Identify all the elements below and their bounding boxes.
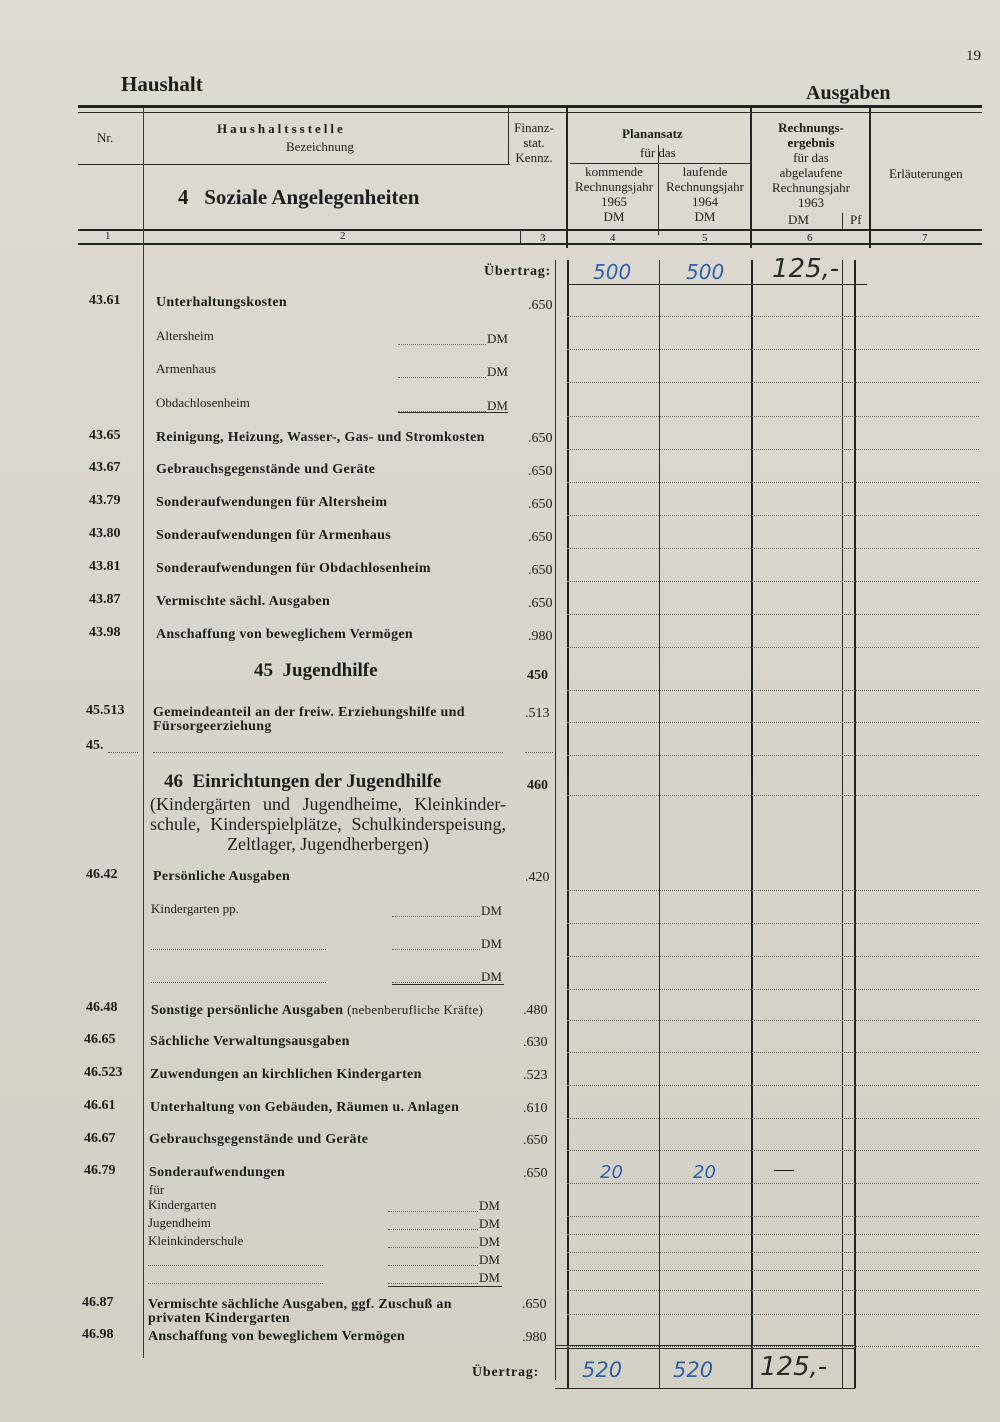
row-rule: [567, 1085, 979, 1086]
row-rule: [567, 956, 979, 957]
row-code: .513: [525, 706, 550, 721]
row-rule: [567, 614, 979, 615]
row-text: Sonderaufwendungen für Obdachlosenheim: [156, 561, 431, 576]
section-title: [178, 185, 419, 210]
row-code: .650: [528, 431, 553, 446]
row-rule: [567, 316, 979, 317]
header-right: Ausgaben: [806, 82, 891, 104]
row-text: Zuwendungen an kirchlichen Kindergarten: [150, 1067, 422, 1082]
row-rule: [567, 755, 979, 756]
row-text: Gebrauchsgegenstände und Geräte: [149, 1132, 369, 1147]
row-text: Obdachlosenheim: [156, 395, 250, 410]
row-rule: [567, 382, 979, 383]
row-nr: 46.67: [84, 1131, 116, 1146]
colnum-2: 2: [340, 230, 346, 242]
row-rule: [567, 795, 979, 796]
col-rechnung-pf: Pf: [850, 212, 862, 227]
row-rule: [567, 1150, 979, 1151]
row-code: .523: [523, 1068, 548, 1083]
row-text: Sächliche Verwaltungsausgaben: [150, 1034, 350, 1049]
section-46-title: 46 Einrichtungen der Jugendhilfe: [164, 771, 442, 792]
row-rule: [567, 515, 979, 516]
col-kommende: kommende Rechnungsjahr 1965 DM: [575, 164, 653, 224]
row-text-2: Fürsorgeerziehung: [153, 719, 272, 734]
row-text: Sonstige persönliche Ausgaben (nebenberufliche Kräfte): [151, 1002, 484, 1018]
col-finanz: Finanz- stat. Kennz.: [514, 120, 554, 165]
uebertrag-top-1965: 500: [593, 260, 632, 284]
uebertrag-bottom-1963: 125,-: [760, 1352, 828, 1382]
row-text: Sonderaufwendungen für Altersheim: [156, 495, 388, 510]
row-rule: [567, 1290, 979, 1291]
row-code: .630: [523, 1035, 548, 1050]
row-text: Sonderaufwendungen für Armenhaus: [156, 528, 391, 543]
uebertrag-top-1963: 125,-: [772, 254, 840, 284]
row-dm: DM: [487, 398, 508, 413]
item-dm: DM: [479, 1198, 500, 1213]
row-rule: [567, 690, 979, 691]
row-code: .610: [523, 1101, 548, 1116]
item-dm: DM: [479, 1216, 500, 1231]
row-code: .650: [528, 563, 553, 578]
colnum-1: 1: [105, 230, 111, 242]
row-rule: [567, 1052, 979, 1053]
row-nr: 45.: [86, 738, 104, 753]
section-45-title: 45 Jugendhilfe: [254, 660, 378, 681]
row-text: Gebrauchsgegenstände und Geräte: [156, 462, 376, 477]
row-nr: 43.67: [89, 460, 121, 475]
row-rule: [567, 647, 979, 648]
value-1964: 20: [693, 1162, 716, 1183]
row-rule: [567, 923, 979, 924]
row-rule: [567, 1252, 979, 1253]
value-1965: 20: [600, 1162, 623, 1183]
colnum-3: 3: [540, 232, 546, 244]
row-text: Gemeindeanteil an der freiw. Erziehungshilfe und: [153, 705, 465, 720]
header-left: Haushalt: [121, 72, 203, 96]
row-nr: 43.79: [89, 493, 121, 508]
col-fuer-das: für das: [640, 145, 676, 160]
item-text: Jugendheim: [148, 1215, 211, 1230]
row-nr: 46.61: [84, 1098, 116, 1113]
row-code: .650: [528, 464, 553, 479]
row-rule: [567, 1216, 979, 1217]
section-45-code: 450: [527, 668, 548, 683]
row-text: Sonderaufwendungen: [149, 1165, 286, 1180]
row-rule: [567, 1270, 979, 1271]
row-rule: [567, 890, 979, 891]
uebertrag-bottom-1965: 520: [582, 1358, 623, 1382]
item-dm: DM: [479, 1270, 500, 1285]
item-dm: DM: [479, 1234, 500, 1249]
row-nr: 43.61: [89, 293, 121, 308]
col-nr: Nr.: [97, 130, 114, 145]
row-nr: 43.87: [89, 592, 121, 607]
row-rule: [567, 416, 979, 417]
row-nr: 46.79: [84, 1163, 116, 1178]
row-dm: DM: [487, 364, 508, 379]
row-rule: [567, 1314, 979, 1315]
row-nr: 46.87: [82, 1295, 114, 1310]
row-dm: DM: [481, 936, 502, 951]
col-bezeichnung: Bezeichnung: [286, 139, 354, 154]
row-text: Altersheim: [156, 328, 214, 343]
row-nr: 46.48: [86, 1000, 118, 1015]
colnum-4: 4: [610, 232, 616, 244]
colnum-6: 6: [807, 232, 813, 244]
col-haushaltsstelle: Haushaltsstelle: [217, 121, 346, 136]
row-text: Persönliche Ausgaben: [153, 869, 291, 884]
row-rule: [567, 548, 979, 549]
row-text: Armenhaus: [156, 361, 216, 376]
row-text: Vermischte sächliche Ausgaben, ggf. Zuschuß an: [148, 1297, 452, 1312]
row-nr: 46.98: [82, 1327, 114, 1342]
row-rule: [567, 581, 979, 582]
row-nr: 46.65: [84, 1032, 116, 1047]
row-text: Vermischte sächl. Ausgaben: [156, 594, 331, 609]
value-1963: —: [774, 1158, 794, 1180]
col-erlaeuterungen: Erläuterungen: [889, 166, 963, 181]
section-46-sub: (Kindergärten und Jugendheime, Kleinkinder- schule, Kinderspielplätze, Schulkinderspeisung, Zeltlager, Jugendherbergen): [150, 794, 506, 854]
row-code: .650: [528, 497, 553, 512]
row-text: Kindergarten pp.: [151, 901, 239, 916]
row-text: Unterhaltungskosten: [156, 295, 287, 310]
uebertrag-bottom-label: Übertrag:: [472, 1365, 540, 1380]
row-code: .980: [522, 1330, 547, 1345]
colnum-5: 5: [702, 232, 708, 244]
section-46-code: 460: [527, 778, 548, 793]
row-rule: [567, 349, 979, 350]
col-planansatz: Planansatz: [622, 126, 683, 141]
row-nr: 45.513: [86, 703, 125, 718]
section-text: Soziale Angelegenheiten: [204, 185, 420, 209]
row-text-2: privaten Kindergarten: [148, 1311, 291, 1326]
row-rule: [567, 1118, 979, 1119]
row-code: .650: [522, 1297, 547, 1312]
row-nr: 43.80: [89, 526, 121, 541]
row-nr: 46.523: [84, 1065, 123, 1080]
colnum-7: 7: [922, 232, 928, 244]
row-code: .650: [528, 596, 553, 611]
row-rule: [567, 1346, 979, 1347]
row-rule: [567, 1234, 979, 1235]
row-text: Reinigung, Heizung, Wasser-, Gas- und Stromkosten: [156, 430, 485, 445]
col-rechnung-dm: DM: [788, 212, 809, 227]
row-rule: [567, 482, 979, 483]
row-rule: [567, 989, 979, 990]
row-rule: [567, 722, 979, 723]
row-code: .650: [528, 530, 553, 545]
row-code: .480: [523, 1003, 548, 1018]
row-dm: DM: [481, 903, 502, 918]
row-text: Anschaffung von beweglichem Vermögen: [156, 627, 413, 642]
section-number: 4: [178, 185, 189, 209]
uebertrag-bottom-1964: 520: [673, 1358, 714, 1382]
item-text: Kleinkinderschule: [148, 1233, 244, 1248]
row-dm: DM: [481, 969, 502, 984]
uebertrag-top-label: Übertrag:: [484, 264, 552, 279]
row-dm: DM: [487, 331, 508, 346]
row-code: .420: [525, 870, 550, 885]
row-code: .650: [523, 1166, 548, 1181]
row-nr: 43.81: [89, 559, 121, 574]
row-nr: 46.42: [86, 867, 118, 882]
row-4679-fuer: für: [149, 1182, 165, 1197]
row-code: .980: [528, 629, 553, 644]
row-nr: 43.65: [89, 428, 121, 443]
item-dm: DM: [479, 1252, 500, 1267]
page-number: 19: [966, 48, 981, 64]
row-rule: [567, 1020, 979, 1021]
row-rule: [567, 449, 979, 450]
item-text: Kindergarten: [148, 1197, 217, 1212]
row-text: Anschaffung von beweglichem Vermögen: [148, 1329, 405, 1344]
col-rechnung: Rechnungs- ergebnis für das abgelaufene Rechnungsjahr 1963: [772, 120, 850, 210]
row-text: Unterhaltung von Gebäuden, Räumen u. Anlagen: [150, 1100, 460, 1115]
row-code: .650: [523, 1133, 548, 1148]
col-laufende: laufende Rechnungsjahr 1964 DM: [666, 164, 744, 224]
row-code: .650: [528, 298, 553, 313]
uebertrag-top-1964: 500: [686, 260, 725, 284]
row-nr: 43.98: [89, 625, 121, 640]
row-rule: [567, 1183, 979, 1184]
